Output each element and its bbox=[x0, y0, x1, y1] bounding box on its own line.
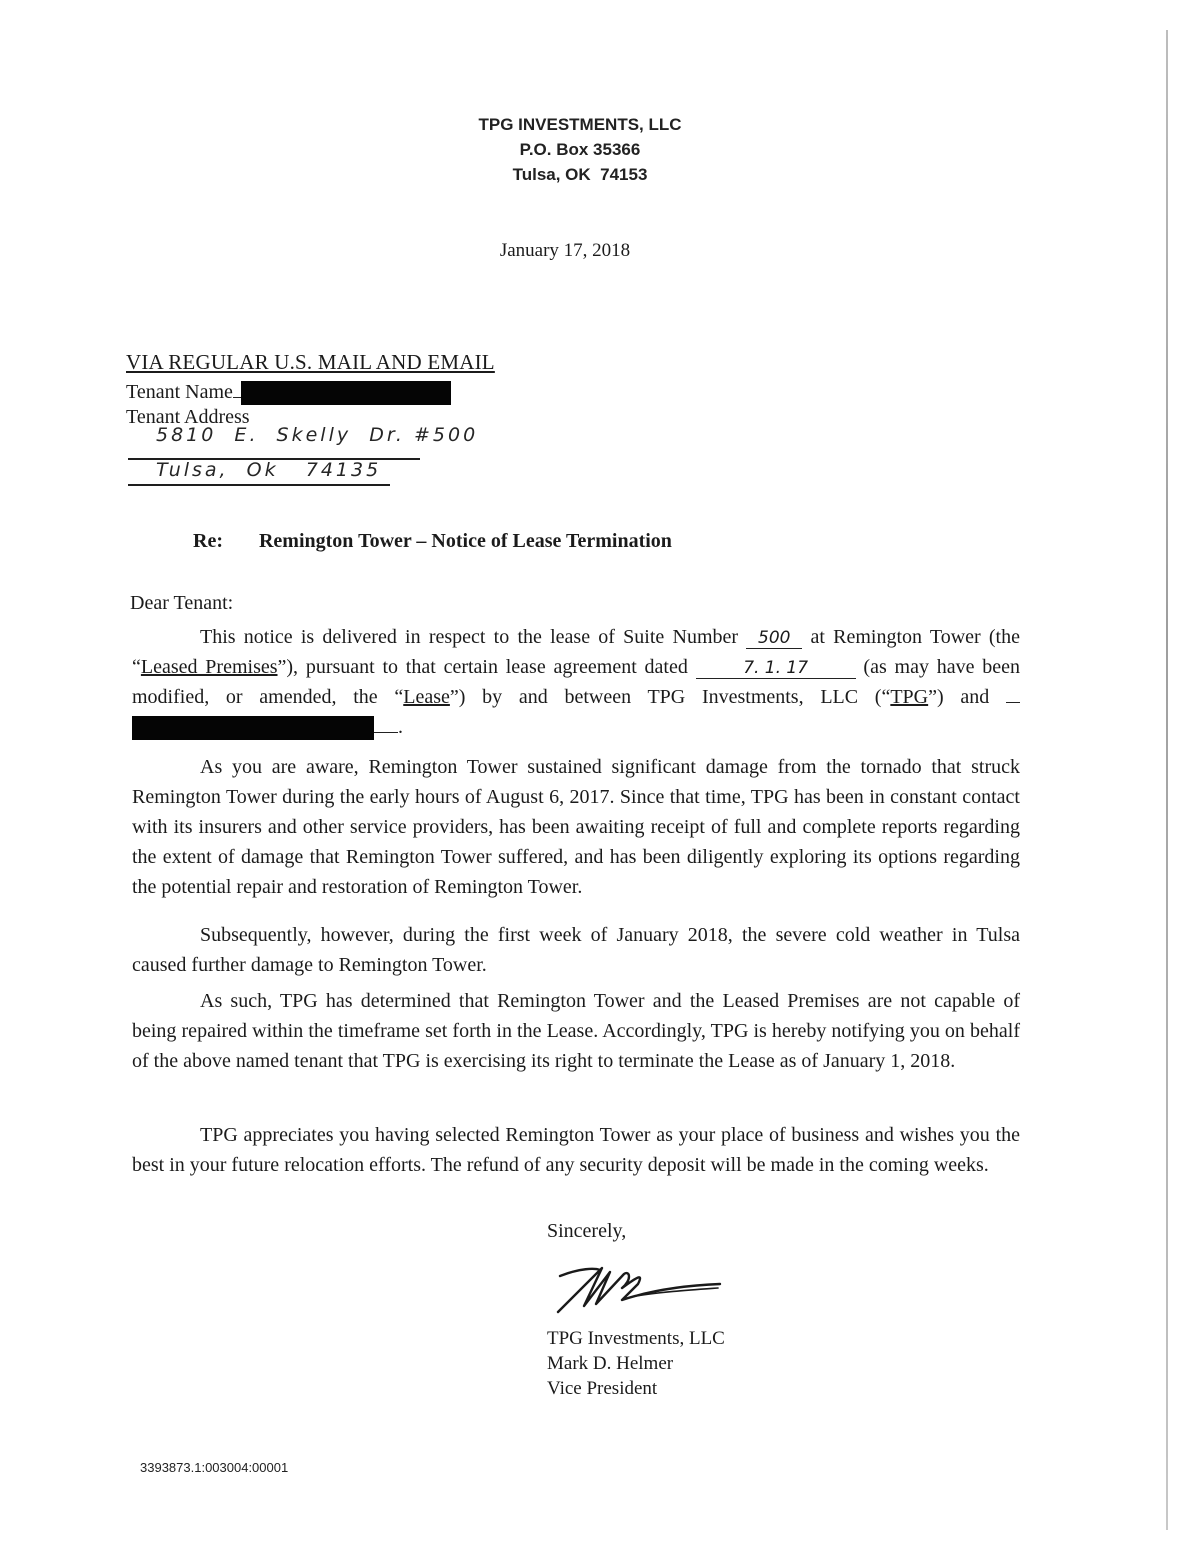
tenant-address-line1: 5810 E. Skelly Dr. #500 bbox=[156, 424, 479, 446]
re-line bbox=[193, 530, 672, 553]
signer-name: Mark D. Helmer bbox=[547, 1353, 674, 1374]
tenant-name-redaction bbox=[241, 381, 451, 405]
address-underline-2 bbox=[128, 484, 390, 486]
paragraph-1: This notice is delivered in respect to the lease of Suite Number 500 at Remington Tower (the “Leased Premises”), pursuant to that certain lease agreement dated 7. 1. 17 (as may have been modified, or amended, the “Lease”) by and between TPG Investments, LLC (“TPG”) and . bbox=[132, 622, 1020, 742]
paragraph-3: Subsequently, however, during the first week of January 2018, the severe cold weather in Tulsa caused further damage to Remington Tower. bbox=[132, 924, 1020, 976]
tenant-address-line2: Tulsa, Ok 74135 bbox=[156, 459, 382, 481]
salutation: Dear Tenant: bbox=[130, 592, 234, 614]
letterhead-city: Tulsa, OK 74153 bbox=[512, 165, 648, 184]
paragraph-5: TPG appreciates you having selected Remington Tower as your place of business and wishes you the best in your future relocation efforts. The refund of any security deposit will be made in the coming weeks. bbox=[132, 1124, 1020, 1176]
paragraph-4: As such, TPG has determined that Remington Tower and the Leased Premises are not capable of being repaired within the timeframe set forth in the Lease. Accordingly, TPG is hereby notifying you on behalf of the above named tenant that TPG is exercising its right to terminate the Lease as of January 1, 2018. bbox=[132, 990, 1020, 1072]
document-number: 3393873.1:003004:00001 bbox=[140, 1460, 289, 1475]
signer-title: Vice President bbox=[547, 1378, 658, 1399]
letterhead-company: TPG INVESTMENTS, LLC bbox=[478, 115, 682, 134]
delivery-method: VIA REGULAR U.S. MAIL AND EMAIL bbox=[126, 350, 495, 374]
lease-date-fill: 7. 1. 17 bbox=[696, 658, 856, 679]
tenant-address-label: Tenant Address bbox=[126, 406, 250, 429]
re-subject: Remington Tower – Notice of Lease Termination bbox=[258, 530, 672, 552]
tpg-term: TPG bbox=[890, 686, 929, 708]
signer-company: TPG Investments, LLC bbox=[547, 1328, 725, 1349]
letterhead bbox=[420, 112, 740, 187]
letter-date: January 17, 2018 bbox=[499, 240, 631, 261]
tenant-name-row bbox=[126, 380, 451, 405]
lease-term: Lease bbox=[403, 686, 450, 708]
signer-block bbox=[547, 1326, 725, 1401]
closing: Sincerely, bbox=[547, 1220, 627, 1242]
tenant-name-label: Tenant Name bbox=[126, 381, 233, 403]
letterhead-po-box: P.O. Box 35366 bbox=[519, 140, 641, 159]
scan-edge-line bbox=[1166, 30, 1168, 1530]
leased-premises-term: Leased Premises bbox=[140, 656, 278, 678]
re-label: Re: bbox=[193, 530, 223, 552]
tenant-block bbox=[126, 380, 451, 429]
paragraph-2: As you are aware, Remington Tower sustained significant damage from the tornado that struck Remington Tower during the early hours of August 6, 2017. Since that time, TPG has been in constant contact with its insurers and other service providers, has been awaiting receipt of full and complete reports regarding the extent of damage that Remington Tower suffered, and has been diligently exploring its options regarding the potential repair and restoration of Remington Tower. bbox=[132, 756, 1020, 898]
signature-image bbox=[540, 1250, 740, 1320]
suite-number-fill: 500 bbox=[746, 628, 802, 649]
tenant-redaction bbox=[132, 716, 374, 740]
